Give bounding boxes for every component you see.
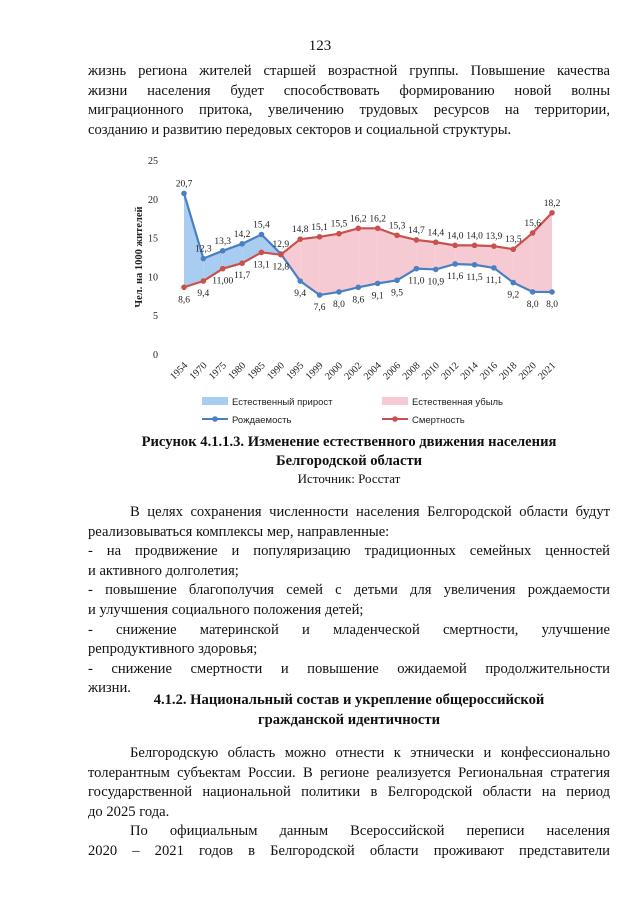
area-segment	[378, 228, 397, 283]
x-tick-label: 1995	[284, 360, 307, 383]
x-tick-label: 1970	[187, 360, 210, 383]
x-tick-label: 2004	[361, 360, 384, 383]
page-number: 123	[308, 38, 332, 54]
figure-source: Источник: Росстат	[297, 471, 401, 486]
birth-rate-data-label: 8,0	[526, 299, 539, 310]
birth-rate-point	[414, 266, 420, 272]
natural-movement-chart	[120, 150, 570, 435]
y-tick-label: 20	[148, 194, 158, 206]
x-tick-label: 2012	[439, 360, 462, 383]
birth-rate-point	[181, 191, 187, 197]
birth-rate-data-label: 12,9	[272, 239, 290, 250]
list-item: - снижение смертности и повышение ожидаемой продолжительности	[88, 660, 610, 677]
final-paragraph	[88, 744, 610, 862]
caption-title-line1: . Изменение естественного движения населения	[240, 434, 557, 450]
birth-rate-point	[491, 265, 497, 271]
figure-caption	[88, 433, 610, 471]
list-item: - на продвижение и популяризацию традиционных семейных ценностей	[88, 543, 610, 560]
x-tick-label: 2010	[419, 360, 442, 383]
death-rate-point	[452, 243, 458, 249]
birth-rate-point	[530, 289, 536, 295]
birth-rate-data-label: 11,5	[466, 272, 483, 283]
birth-rate-data-label: 14,2	[233, 229, 251, 240]
birth-rate-data-label: 11,6	[447, 271, 464, 282]
death-rate-data-label: 14,0	[466, 231, 483, 242]
birth-rate-point	[510, 280, 516, 286]
x-tick-label: 2000	[323, 360, 346, 383]
birth-rate-data-label: 20,7	[175, 179, 193, 190]
x-tick-label: 2008	[400, 360, 423, 383]
legend-item-death-rate-label: Смертность	[412, 415, 465, 426]
death-rate-point	[414, 237, 420, 243]
birth-rate-data-label: 7,6	[313, 303, 326, 314]
text-line: до 2025 года.	[88, 803, 170, 820]
text-line: жизнь региона жителей старшей возрастной группы. Повышение качества	[88, 63, 610, 79]
birth-rate-point	[336, 289, 342, 295]
birth-rate-point	[375, 281, 381, 287]
legend-item-natural-decrease-label: Естественная убыль	[412, 397, 504, 408]
list-item: - повышение благополучия семей с детьми для увеличения рождаемости	[88, 582, 610, 599]
birth-rate-data-label: 8,0	[333, 299, 345, 310]
death-rate-data-label: 13,5	[504, 235, 522, 246]
birth-rate-data-label: 8,0	[546, 299, 558, 310]
death-rate-data-label: 18,2	[543, 198, 561, 209]
y-tick-label: 25	[148, 156, 158, 167]
birth-rate-point	[239, 241, 245, 247]
x-tick-label: 2002	[342, 360, 365, 383]
area-segment	[300, 237, 319, 295]
death-rate-point	[549, 210, 555, 216]
section-heading-line1: 4.1.2. Национальный состав и укрепление общероссийской	[153, 692, 545, 708]
x-tick-label: 2021	[536, 360, 559, 383]
birth-rate-data-label: 9,5	[391, 288, 403, 299]
death-rate-data-label: 13,1	[253, 260, 270, 271]
death-rate-data-label: 13,9	[485, 232, 503, 243]
birth-rate-data-label: 11,1	[485, 275, 503, 286]
birth-rate-data-label: 11,0	[408, 276, 425, 287]
x-tick-label: 1999	[303, 360, 326, 383]
death-rate-point	[317, 234, 323, 240]
y-tick-label: 10	[148, 272, 158, 284]
area-segment	[184, 193, 203, 287]
birth-rate-data-label: 12,3	[195, 244, 212, 255]
text-line: созданию и развитию передовых секторов и социальной структуры.	[88, 121, 512, 138]
birth-rate-data-label: 9,4	[294, 289, 307, 300]
death-rate-data-label: 14,4	[427, 228, 445, 239]
death-rate-point	[510, 246, 516, 252]
death-rate-data-label: 15,5	[330, 219, 348, 230]
birth-rate-point	[394, 277, 400, 283]
legend-item-natural-decrease-swatch	[382, 397, 408, 405]
text-line: и активного долголетия;	[88, 562, 239, 579]
death-rate-point	[239, 260, 245, 266]
death-rate-point	[530, 230, 536, 236]
death-rate-data-label: 9,4	[197, 289, 210, 300]
text-line: жизни.	[88, 680, 131, 697]
x-tick-label: 1985	[245, 360, 268, 383]
death-rate-point	[356, 225, 362, 231]
legend-item-natural-increase-label: Естественный прирост	[232, 397, 333, 408]
birth-rate-data-label: 9,1	[371, 291, 384, 302]
birth-rate-point	[317, 292, 323, 298]
text-line: толерантным субъектам России. В регионе реализуется Региональная стратегия	[88, 764, 610, 781]
legend-item-birth-rate-label: Рождаемость	[232, 415, 292, 426]
text-line: Белгородскую область можно отнести к этнически и конфессионально	[130, 745, 610, 761]
body-paragraph	[88, 503, 610, 699]
x-tick-label: 1975	[206, 360, 229, 383]
area-segment	[320, 234, 339, 295]
birth-rate-point	[220, 248, 226, 254]
section-heading	[88, 691, 610, 730]
text-line: и улучшения социального положения детей;	[88, 601, 364, 618]
death-rate-data-label: 11,00	[212, 276, 234, 287]
birth-rate-data-label: 10,9	[427, 277, 445, 288]
birth-rate-data-label: 13,3	[214, 236, 232, 247]
death-rate-data-label: 14,8	[291, 225, 309, 236]
y-tick-label: 5	[153, 311, 158, 323]
death-rate-data-label: 8,6	[178, 295, 190, 306]
death-rate-data-label: 14,0	[446, 231, 464, 242]
death-rate-point	[220, 266, 226, 272]
text-line: По официальным данным Всероссийской переписи населения	[130, 823, 610, 840]
area-segment	[455, 245, 474, 264]
death-rate-data-label: 15,6	[524, 218, 541, 229]
list-item: - снижение материнской и младенческой смертности, улучшение	[88, 621, 610, 638]
section-heading-line2: гражданской идентичности	[257, 711, 440, 728]
death-rate-point	[472, 243, 478, 249]
death-rate-point	[433, 239, 439, 245]
death-rate-point	[278, 252, 284, 258]
death-rate-data-label: 12,8	[272, 262, 290, 273]
birth-rate-point	[356, 284, 362, 290]
x-tick-label: 1954	[168, 360, 191, 383]
death-rate-data-label: 14,7	[408, 225, 425, 236]
death-rate-data-label: 16,2	[369, 214, 386, 225]
birth-rate-point	[297, 278, 303, 284]
birth-rate-point	[433, 267, 439, 273]
text-line: государственной национальной политики в Белгородской области на период	[88, 784, 610, 801]
death-rate-point	[336, 231, 342, 237]
death-rate-point	[181, 284, 187, 290]
death-rate-data-label: 15,1	[311, 222, 328, 233]
text-line: В целях сохранения численности населения Белгородской области будут	[130, 504, 610, 520]
text-line: реализовываться комплексы мер, направленные:	[88, 523, 390, 540]
birth-rate-point	[472, 262, 478, 268]
birth-rate-data-label: 9,2	[507, 290, 520, 301]
x-tick-label: 2020	[516, 360, 539, 383]
x-tick-label: 1980	[226, 360, 249, 383]
death-rate-point	[375, 225, 381, 231]
birth-rate-point	[201, 256, 207, 262]
birth-rate-point	[549, 289, 555, 295]
death-rate-data-label: 11,7	[233, 271, 251, 282]
death-rate-point	[259, 250, 265, 256]
birth-rate-data-label: 8,6	[352, 295, 365, 306]
y-tick-label: 15	[148, 233, 158, 245]
death-rate-data-label: 15,3	[388, 221, 406, 232]
area-segment	[339, 228, 358, 292]
x-tick-label: 2016	[478, 360, 501, 383]
legend-item-birth-rate-marker	[212, 416, 218, 422]
y-tick-label: 0	[153, 350, 158, 361]
death-rate-point	[201, 278, 207, 284]
birth-rate-point	[452, 261, 458, 267]
caption-prefix: Рисунок 4.1.1.3	[141, 434, 241, 450]
intro-paragraph	[88, 62, 610, 140]
death-rate-point	[394, 232, 400, 238]
legend-item-natural-increase-swatch	[202, 397, 228, 405]
x-tick-label: 2018	[497, 360, 520, 383]
death-rate-point	[297, 236, 303, 242]
text-line: жизни населения будет способствовать формированию новой волны	[88, 82, 610, 99]
x-tick-label: 2006	[381, 360, 404, 383]
death-rate-point	[491, 243, 497, 249]
area-segment	[416, 240, 435, 269]
caption-title-line2: Белгородской области	[275, 453, 423, 469]
text-line: миграционного притока, увеличению трудовых ресурсов на территории,	[88, 102, 610, 119]
legend-item-death-rate-marker	[392, 416, 398, 422]
area-segment	[358, 228, 377, 287]
text-line: 2020 – 2021 годов в Белгородской области проживают представители	[88, 842, 610, 859]
x-tick-label: 2014	[458, 360, 481, 383]
y-axis-label: Чел. на 1000 жителей	[134, 206, 145, 308]
death-rate-data-label: 16,2	[350, 214, 367, 225]
text-line: репродуктивного здоровья;	[88, 641, 258, 658]
birth-rate-data-label: 15,4	[253, 220, 270, 231]
x-tick-label: 1990	[265, 360, 287, 383]
birth-rate-point	[259, 232, 265, 238]
